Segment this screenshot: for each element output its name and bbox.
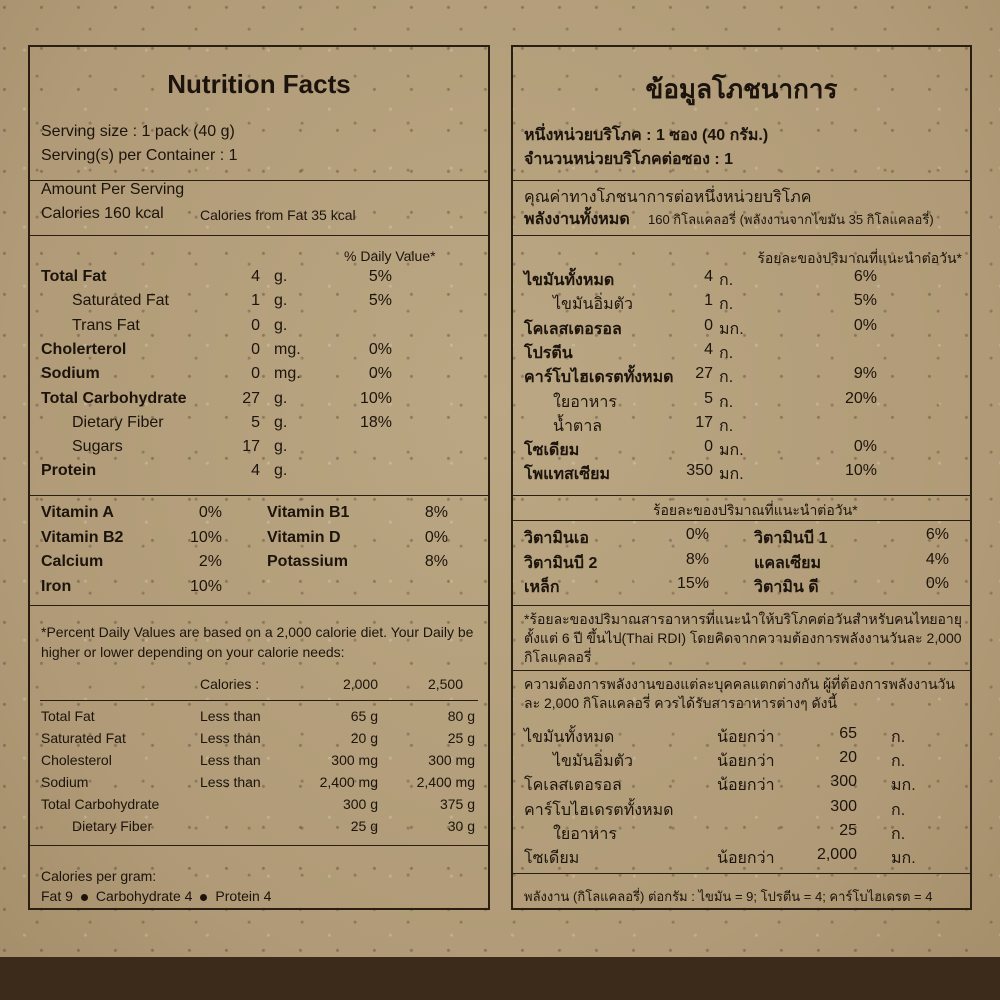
ref-2500: 80 g bbox=[447, 708, 475, 724]
vitamin-dv: 8% bbox=[685, 550, 709, 568]
vitamin-name: Vitamin D bbox=[267, 528, 341, 546]
nutrient-name: ไขมันทั้งหมด bbox=[524, 272, 615, 289]
nutrient-name: น้ำตาล bbox=[553, 417, 603, 435]
nutrient-unit: มก. bbox=[719, 442, 744, 460]
nutrient-dv: 10% bbox=[844, 462, 877, 480]
nutrient-unit: mg. bbox=[274, 340, 301, 358]
ref-2500: 25 g bbox=[447, 730, 475, 746]
nutrient-unit: g. bbox=[274, 268, 288, 285]
nutrient-name: ไขมันอิ่มตัว bbox=[553, 296, 633, 314]
nutrient-row bbox=[30, 414, 488, 438]
en-nutrients-section bbox=[30, 235, 488, 496]
vitamin-row bbox=[513, 575, 738, 599]
vitamin-row bbox=[30, 529, 260, 553]
nutrient-row bbox=[513, 341, 970, 365]
nutrient-name: Protein bbox=[41, 462, 97, 480]
vitamin-row bbox=[30, 553, 260, 577]
nutrient-name: คาร์โบไฮเดรตทั้งหมด bbox=[524, 369, 674, 387]
nutrient-unit: g. bbox=[274, 413, 288, 431]
bullet-icon bbox=[200, 894, 207, 901]
th-vitamins-divider bbox=[513, 520, 970, 521]
vitamin-dv: 15% bbox=[676, 575, 709, 592]
bottom-bar bbox=[0, 957, 1000, 1000]
vitamin-row bbox=[256, 504, 486, 528]
ref-row bbox=[513, 798, 970, 822]
nutrient-name: โปรตีน bbox=[524, 344, 573, 362]
en-ref-col-2500: 2,500 bbox=[427, 676, 463, 692]
nutrient-dv: 18% bbox=[359, 413, 392, 431]
vitamin-dv: 0% bbox=[685, 526, 709, 543]
nutrient-unit: ก. bbox=[719, 272, 734, 289]
nutrient-name: Trans Fat bbox=[72, 316, 140, 334]
ref-row bbox=[30, 730, 488, 754]
vitamin-name: วิตามิน ดี bbox=[754, 579, 819, 596]
nutrient-amount: 4 bbox=[251, 268, 260, 285]
vitamin-name: เหล็ก bbox=[524, 579, 560, 596]
nutrient-row bbox=[30, 365, 488, 389]
nutrient-amount: 27 bbox=[695, 365, 713, 383]
ref-2500: 2,400 mg bbox=[416, 774, 475, 790]
en-vitamins-section bbox=[30, 495, 488, 606]
ref-unit: ก. bbox=[891, 825, 906, 843]
nutrient-name: Dietary Fiber bbox=[72, 413, 164, 431]
nutrient-amount: 4 bbox=[704, 340, 713, 358]
nutrient-dv: 5% bbox=[368, 268, 392, 285]
en-calories: Calories 160 kcal bbox=[41, 205, 164, 222]
vitamin-row bbox=[256, 553, 486, 577]
nutrient-amount: 1 bbox=[251, 292, 260, 310]
vitamin-row bbox=[743, 575, 968, 599]
ref-row bbox=[513, 773, 970, 797]
ref-name: Sodium bbox=[41, 774, 89, 790]
ref-name: คาร์โบไฮเดรตทั้งหมด bbox=[524, 801, 674, 819]
nutrient-unit: g. bbox=[274, 316, 288, 334]
nutrient-dv: 20% bbox=[844, 389, 877, 407]
th-vitamins-header: ร้อยละของปริมาณที่แนะนำต่อวัน* bbox=[653, 502, 858, 518]
vitamin-name: วิตามินบี 2 bbox=[524, 554, 598, 572]
th-footnote-section bbox=[513, 605, 970, 671]
nutrient-amount: 0 bbox=[704, 438, 713, 456]
ref-2000: 20 g bbox=[350, 730, 378, 746]
th-servings-per-container: จำนวนหน่วยบริโภคต่อซอง : 1 bbox=[524, 151, 734, 168]
nutrient-amount: 0 bbox=[704, 316, 713, 334]
ref-2500: 375 g bbox=[439, 796, 475, 812]
nutrient-unit: g. bbox=[274, 389, 288, 407]
ref-unit: มก. bbox=[891, 777, 916, 795]
ref-cond: น้อยกว่า bbox=[717, 777, 775, 795]
vitamin-row bbox=[30, 578, 260, 602]
nutrient-row bbox=[513, 292, 970, 316]
vitamin-name: Vitamin A bbox=[41, 504, 114, 521]
nutrient-row bbox=[30, 292, 488, 316]
en-title: Nutrition Facts bbox=[167, 69, 351, 99]
ref-row bbox=[30, 796, 488, 820]
nutrient-name: Sugars bbox=[72, 438, 123, 456]
vitamin-name: Potassium bbox=[267, 553, 348, 570]
ref-cond: น้อยกว่า bbox=[717, 850, 775, 867]
nutrient-row bbox=[30, 438, 488, 462]
en-calories-section bbox=[30, 180, 488, 236]
nutrient-unit: ก. bbox=[719, 393, 734, 411]
nutrient-name: Saturated Fat bbox=[72, 292, 169, 310]
ref-2000: 65 g bbox=[350, 708, 378, 724]
ref-name: ไขมันทั้งหมด bbox=[524, 729, 615, 746]
nutrient-row bbox=[513, 268, 970, 292]
ref-value: 20 bbox=[839, 749, 857, 767]
nutrient-amount: 17 bbox=[242, 438, 260, 456]
vitamin-dv: 6% bbox=[925, 526, 949, 543]
ref-cond: Less than bbox=[200, 708, 261, 724]
vitamin-row bbox=[30, 504, 260, 528]
nutrient-amount: 350 bbox=[686, 462, 713, 480]
ref-row bbox=[30, 752, 488, 776]
th-energy-section bbox=[513, 180, 970, 236]
ref-cond: น้อยกว่า bbox=[717, 729, 775, 746]
nutrient-unit: g. bbox=[274, 292, 288, 310]
nutrient-unit: ก. bbox=[719, 369, 734, 387]
vitamin-name: Iron bbox=[41, 577, 72, 595]
ref-unit: ก. bbox=[891, 753, 906, 771]
ref-name: ใยอาหาร bbox=[553, 825, 617, 843]
en-cpg-protein: Protein 4 bbox=[215, 888, 272, 904]
ref-name: Total Fat bbox=[41, 708, 95, 724]
vitamin-dv: 0% bbox=[198, 504, 222, 521]
nutrient-unit: mg. bbox=[274, 365, 301, 383]
ref-unit: ก. bbox=[891, 729, 906, 746]
vitamin-row bbox=[513, 526, 738, 550]
vitamin-dv: 8% bbox=[424, 504, 448, 521]
ref-row bbox=[30, 818, 488, 842]
th-footnote: *ร้อยละของปริมาณสารอาหารที่แนะนำให้บริโภคต่อวันสำหรับคนไทยอายุตั้งแต่ 6 ปี ขึ้นไป(Thai RDI) โดยคิดจากความต้องการพลังงานวันละ 2,000 กิโลแคลอรี่ bbox=[524, 611, 962, 665]
ref-cond: Less than bbox=[200, 752, 261, 768]
vitamin-dv: 8% bbox=[424, 553, 448, 570]
nutrient-amount: 0 bbox=[251, 365, 260, 383]
nutrient-amount: 0 bbox=[251, 340, 260, 358]
en-ref-calories-label: Calories : bbox=[200, 676, 260, 692]
en-calories-per-gram: Calories per gram: bbox=[41, 868, 157, 884]
ref-cond: Less than bbox=[200, 730, 261, 746]
ref-value: 25 bbox=[839, 821, 857, 839]
en-dv-header: % Daily Value* bbox=[344, 248, 436, 264]
nutrient-row bbox=[513, 390, 970, 414]
ref-row bbox=[513, 822, 970, 846]
nutrient-name: Total Carbohydrate bbox=[41, 389, 187, 407]
nutrient-row bbox=[513, 438, 970, 462]
ref-row bbox=[513, 725, 970, 749]
nutrient-dv: 0% bbox=[368, 365, 392, 383]
en-ref-col-2000: 2,000 bbox=[342, 676, 378, 692]
nutrient-name: ใยอาหาร bbox=[553, 393, 617, 411]
en-amount-per-serving: Amount Per Serving bbox=[41, 181, 185, 198]
nutrient-name: โซเดียม bbox=[524, 442, 580, 460]
nutrient-amount: 4 bbox=[251, 462, 260, 480]
ref-cond: Less than bbox=[200, 774, 261, 790]
nutrient-dv: 0% bbox=[853, 316, 877, 334]
ref-name: Dietary Fiber bbox=[72, 818, 153, 834]
ref-name: Saturated Fat bbox=[41, 730, 126, 746]
nutrient-unit: มก. bbox=[719, 320, 744, 338]
ref-name: โซเดียม bbox=[524, 850, 580, 867]
nutrient-amount: 1 bbox=[704, 292, 713, 310]
vitamin-dv: 4% bbox=[925, 550, 949, 568]
nutrient-name: Cholerterol bbox=[41, 340, 127, 358]
nutrient-amount: 0 bbox=[251, 316, 260, 334]
en-cpg-line bbox=[41, 888, 271, 904]
ref-value: 300 bbox=[830, 773, 857, 791]
th-nutrients-section bbox=[513, 235, 970, 496]
ref-unit: ก. bbox=[891, 801, 906, 819]
vitamin-dv: 0% bbox=[925, 575, 949, 592]
ref-2500: 30 g bbox=[447, 818, 475, 834]
nutrient-row bbox=[513, 414, 970, 438]
nutrient-unit: มก. bbox=[719, 466, 744, 484]
nutrient-name: โพแทสเซียม bbox=[524, 466, 611, 484]
nutrient-dv: 5% bbox=[368, 292, 392, 310]
th-energy-value: 160 กิโลแคลอรี่ (พลังงานจากไขมัน 35 กิโลแคลอรี่) bbox=[648, 212, 934, 227]
vitamin-name: Calcium bbox=[41, 553, 104, 570]
ref-cond: น้อยกว่า bbox=[717, 753, 775, 771]
ref-2000: 25 g bbox=[350, 818, 378, 834]
en-reference-section bbox=[30, 605, 488, 846]
nutrient-dv: 9% bbox=[853, 365, 877, 383]
en-cpg-section bbox=[30, 845, 488, 913]
nutrient-row bbox=[513, 317, 970, 341]
ref-row bbox=[30, 774, 488, 798]
nutrient-dv: 5% bbox=[853, 292, 877, 310]
nutrient-unit: g. bbox=[274, 462, 288, 480]
ref-row bbox=[513, 749, 970, 773]
nutrient-row bbox=[30, 317, 488, 341]
bullet-icon bbox=[81, 894, 88, 901]
en-calories-from-fat: Calories from Fat 35 kcal bbox=[200, 207, 356, 223]
nutrient-amount: 17 bbox=[695, 413, 713, 431]
th-title: ข้อมูลโภชนาการ bbox=[645, 74, 838, 104]
th-energy-per-gram: พลังงาน (กิโลแคลอรี่) ต่อกรัม : ไขมัน = 9; โปรตีน = 4; คาร์โบไฮเดรต = 4 bbox=[524, 889, 933, 904]
nutrient-name: Total Fat bbox=[41, 268, 107, 285]
en-servings-per-container: Serving(s) per Container : 1 bbox=[41, 147, 238, 164]
nutrient-unit: ก. bbox=[719, 417, 734, 435]
ref-2000: 300 mg bbox=[331, 752, 378, 768]
en-footnote: *Percent Daily Values are based on a 2,000 calorie diet. Your Daily be higher or lower depending on your calorie needs: bbox=[41, 624, 474, 660]
nutrient-dv: 0% bbox=[368, 340, 392, 358]
nutrient-row bbox=[30, 268, 488, 292]
th-serving-size: หนึ่งหน่วยบริโภค : 1 ซอง (40 กรัม.) bbox=[524, 127, 769, 144]
ref-name: Cholesterol bbox=[41, 752, 112, 768]
ref-name: โคเลสเตอรอล bbox=[524, 777, 622, 795]
ref-2500: 300 mg bbox=[428, 752, 475, 768]
nutrient-unit: ก. bbox=[719, 344, 734, 362]
ref-value: 65 bbox=[839, 725, 857, 742]
ref-name: Total Carbohydrate bbox=[41, 796, 160, 812]
ref-row bbox=[30, 708, 488, 732]
nutrient-dv: 6% bbox=[853, 268, 877, 285]
thai-nutrition-panel bbox=[511, 45, 972, 910]
nutrient-row bbox=[513, 365, 970, 389]
nutrient-name: โคเลสเตอรอล bbox=[524, 320, 622, 338]
en-ref-divider bbox=[40, 700, 478, 701]
th-vitamins-section bbox=[513, 495, 970, 606]
vitamin-name: Vitamin B1 bbox=[267, 504, 350, 521]
ref-name: ไขมันอิ่มตัว bbox=[553, 753, 633, 771]
vitamin-name: วิตามินเอ bbox=[524, 530, 589, 547]
nutrient-amount: 4 bbox=[704, 268, 713, 285]
nutrient-dv: 0% bbox=[853, 438, 877, 456]
ref-value: 2,000 bbox=[816, 846, 857, 863]
vitamin-dv: 10% bbox=[189, 528, 222, 546]
vitamin-name: วิตามินบี 1 bbox=[754, 530, 828, 547]
th-reference-section bbox=[513, 670, 970, 874]
nutrient-dv: 10% bbox=[359, 389, 392, 407]
nutrient-row bbox=[30, 341, 488, 365]
nutrient-name: Sodium bbox=[41, 365, 100, 383]
ref-2000: 2,400 mg bbox=[319, 774, 378, 790]
th-footnote-2: ความต้องการพลังงานของแต่ละบุคคลแตกต่างกัน ผู้ที่ต้องการพลังงานวันละ 2,000 กิโลแคลอรี่ ควรได้รับสารอาหารต่างๆ ดังนี้ bbox=[524, 676, 955, 711]
vitamin-row bbox=[743, 551, 968, 575]
th-energy-per-gram-section bbox=[513, 873, 970, 913]
nutrient-row bbox=[30, 390, 488, 414]
ref-unit: มก. bbox=[891, 850, 916, 867]
th-header-section bbox=[513, 47, 970, 180]
th-energy-label: พลังงานทั้งหมด bbox=[524, 211, 630, 228]
nutrition-facts-panel bbox=[28, 45, 490, 910]
nutrient-unit: g. bbox=[274, 438, 288, 456]
nutrient-row bbox=[513, 462, 970, 486]
ref-row bbox=[513, 846, 970, 870]
en-cpg-fat: Fat 9 bbox=[41, 888, 73, 904]
nutrient-unit: ก. bbox=[719, 296, 734, 314]
vitamin-row bbox=[513, 551, 738, 575]
en-cpg-carb: Carbohydrate 4 bbox=[95, 888, 193, 904]
vitamin-name: แคลเซียม bbox=[754, 554, 822, 572]
th-value-per-serving: คุณค่าทางโภชนาการต่อหนึ่งหน่วยบริโภค bbox=[524, 189, 812, 206]
vitamin-dv: 2% bbox=[198, 553, 222, 570]
vitamin-row bbox=[743, 526, 968, 550]
vitamin-dv: 10% bbox=[189, 577, 222, 595]
nutrient-amount: 5 bbox=[251, 413, 260, 431]
vitamin-row bbox=[256, 529, 486, 553]
ref-2000: 300 g bbox=[342, 796, 378, 812]
vitamin-name: Vitamin B2 bbox=[41, 528, 124, 546]
nutrient-amount: 5 bbox=[704, 389, 713, 407]
ref-value: 300 bbox=[830, 797, 857, 815]
nutrient-row bbox=[30, 462, 488, 486]
vitamin-dv: 0% bbox=[424, 528, 448, 546]
th-dv-header: ร้อยละของปริมาณที่แนะนำต่อวัน* bbox=[757, 250, 962, 266]
en-serving-size: Serving size : 1 pack (40 g) bbox=[41, 123, 235, 140]
nutrient-amount: 27 bbox=[242, 389, 260, 407]
